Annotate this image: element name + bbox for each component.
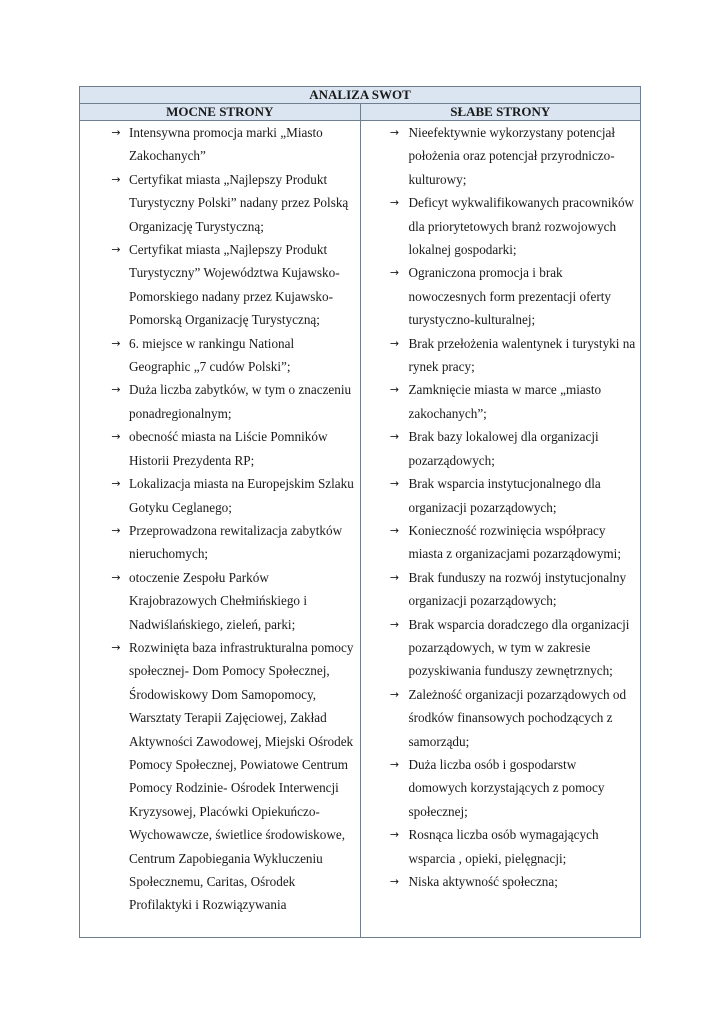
arrow-right-icon: → (111, 477, 121, 491)
weakness-item (361, 753, 641, 823)
arrow-right-icon: → (111, 336, 121, 350)
weakness-item (361, 121, 641, 191)
arrow-right-icon: → (111, 383, 121, 397)
arrow-right-icon: → (389, 875, 400, 888)
strength-item (80, 425, 360, 472)
arrow-right-icon: → (389, 336, 400, 350)
weakness-item-text: Brak wsparcia instytucjonalnego dla organizacji pozarządowych; (408, 476, 601, 515)
weakness-item (361, 870, 641, 893)
weakness-item-text: Brak funduszy na rozwój instytucjonalny organizacji pozarządowych; (408, 569, 627, 609)
strength-item-text: Intensywna promocja marki „Miasto Zakochanych” (129, 125, 323, 164)
strengths-cell (80, 121, 361, 938)
arrow-right-icon: → (111, 430, 121, 444)
arrow-right-icon: → (111, 243, 121, 257)
weakness-item-text: Brak bazy lokalowej dla organizacji pozarządowych; (408, 429, 599, 468)
weakness-item-text: Konieczność rozwinięcia współpracy miasta z organizacjami pozarządowymi; (408, 522, 622, 562)
arrow-right-icon: → (389, 430, 400, 444)
arrow-right-icon: → (389, 617, 400, 631)
strength-item-text: Lokalizacja miasta na Europejskim Szlaku Gotyku Ceglanego; (129, 476, 354, 515)
weakness-item-text: Brak przełożenia walentynek i turystyki na rynek pracy; (408, 335, 636, 375)
arrow-right-icon: → (111, 570, 121, 584)
weakness-item-text: Deficyt wykwalifikowanych pracowników dla priorytetowych branż rozwojowych lokalnej gospodarki; (408, 195, 635, 258)
arrow-right-icon: → (389, 266, 400, 280)
arrow-right-icon: → (111, 126, 121, 139)
swot-analysis-table (79, 86, 641, 938)
weakness-item-text: Rosnąca liczba osób wymagających wsparcia , opieki, pielęgnacji; (408, 827, 599, 866)
weakness-item-text: Nieefektywnie wykorzystany potencjał położenia oraz potencjał przyrodniczo-kulturowy; (408, 125, 616, 187)
strength-item (80, 378, 360, 425)
weakness-item (361, 332, 641, 379)
weakness-item (361, 425, 641, 472)
arrow-right-icon: → (389, 757, 400, 771)
strength-item (80, 472, 360, 519)
weaknesses-cell (360, 121, 641, 938)
weakness-item (361, 823, 641, 870)
strength-item-text: Certyfikat miasta „Najlepszy Produkt Turystyczny” Województwa Kujawsko-Pomorskiego nadany przez Kujawsko-Pomorską Organizację Turystyczną; (129, 242, 340, 328)
strengths-header: MOCNE STRONY (80, 104, 361, 121)
arrow-right-icon: → (111, 172, 121, 186)
strength-item (80, 168, 360, 238)
weakness-item (361, 519, 641, 566)
strength-item-text: Rozwinięta baza infrastrukturalna pomocy społecznej- Dom Pomocy Społecznej, Środowiskowy Dom Samopomocy, Warsztaty Terapii Zajęciowej, Zakład Aktywności Zawodowej, Miejski Ośrodek Pomocy Społecznej, Powiatowe Centrum Pomocy Rodzinie- Ośrodek Interwencji Kryzysowej, Placówki Opiekuńczo-Wychowawcze, świetlice środowiskowe, Centrum Zapobiegania Wykluczeniu Społecznemu, Caritas, Ośrodek Profilaktyki i Rozwiązywania (129, 639, 354, 913)
strength-item (80, 636, 360, 917)
weakness-item-text: Brak wsparcia doradczego dla organizacji pozarządowych, w tym w zakresie pozyskiwania funduszy zewnętrznych; (408, 616, 630, 679)
weakness-item-text: Duża liczba osób i gospodarstw domowych korzystających z pomocy społecznej; (408, 756, 605, 819)
arrow-right-icon: → (111, 640, 121, 654)
arrow-right-icon: → (111, 523, 121, 537)
weakness-item (361, 191, 641, 261)
strength-item (80, 519, 360, 566)
table-header-row (80, 104, 641, 121)
strength-item (80, 238, 360, 332)
weakness-item (361, 683, 641, 753)
arrow-right-icon: → (389, 523, 400, 537)
strength-item (80, 332, 360, 379)
weakness-item-text: Zależność organizacji pozarządowych od środków finansowych pochodzących z samorządu; (408, 686, 627, 749)
strength-item-text: otoczenie Zespołu Parków Krajobrazowych Chełmińskiego i Nadwiślańskiego, zieleń, parki; (129, 569, 307, 632)
weaknesses-list (361, 121, 641, 893)
weakness-item-text: Niska aktywność społeczna; (408, 874, 558, 889)
strength-item-text: Przeprowadzona rewitalizacja zabytków nieruchomych; (129, 522, 343, 562)
table-title-row (80, 87, 641, 104)
strengths-list (80, 121, 360, 917)
weakness-item (361, 261, 641, 331)
arrow-right-icon: → (389, 828, 400, 842)
arrow-right-icon: → (389, 196, 400, 210)
weakness-item-text: Zamknięcie miasta w marce „miasto zakochanych”; (408, 382, 602, 421)
weakness-item-text: Ograniczona promocja i brak nowoczesnych form prezentacji oferty turystyczno-kulturalnej; (408, 265, 611, 328)
weakness-item (361, 472, 641, 519)
strength-item-text: Duża liczba zabytków, w tym o znaczeniu ponadregionalnym; (129, 382, 352, 421)
table-body-row (80, 121, 641, 938)
strength-item-text: Certyfikat miasta „Najlepszy Produkt Turystyczny Polski” nadany przez Polską Organizację Turystyczną; (129, 171, 349, 234)
table-title: ANALIZA SWOT (80, 87, 641, 104)
strength-item (80, 121, 360, 168)
strength-item-text: 6. miejsce w rankingu National Geographic „7 cudów Polski”; (129, 335, 295, 375)
strength-item (80, 566, 360, 636)
weaknesses-header: SŁABE STRONY (360, 104, 641, 121)
arrow-right-icon: → (389, 687, 400, 701)
arrow-right-icon: → (389, 383, 400, 397)
weakness-item (361, 378, 641, 425)
strength-item-text: obecność miasta na Liście Pomników Historii Prezydenta RP; (129, 429, 328, 468)
arrow-right-icon: → (389, 570, 400, 584)
arrow-right-icon: → (389, 126, 400, 139)
weakness-item (361, 566, 641, 613)
arrow-right-icon: → (389, 477, 400, 491)
weakness-item (361, 613, 641, 683)
